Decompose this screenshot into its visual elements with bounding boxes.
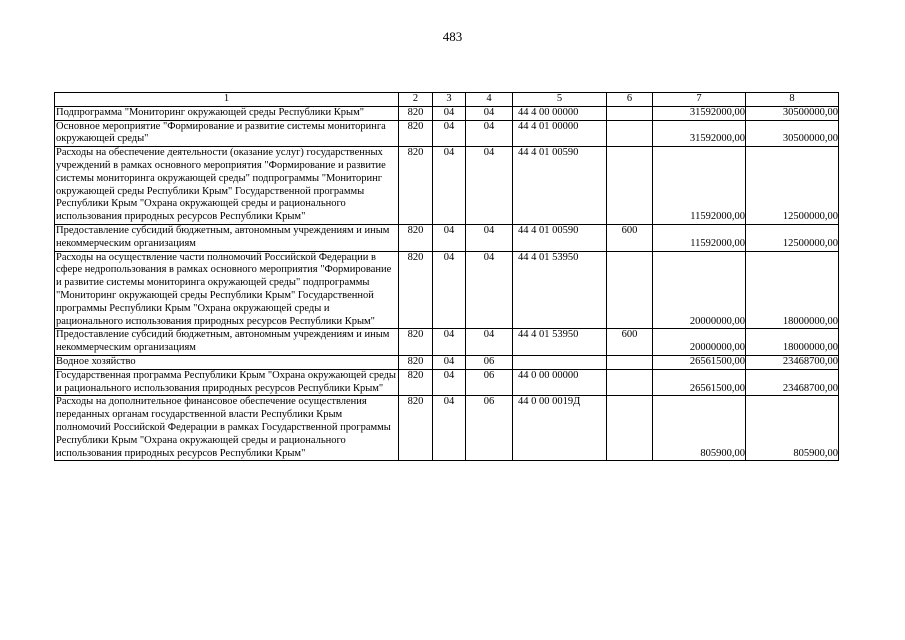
row-amount-2-cell: 23468700,00 [746, 355, 839, 369]
header-cell-5: 5 [513, 93, 607, 107]
row-subsection-cell: 06 [466, 396, 513, 461]
row-amount-2-cell: 12500000,00 [746, 147, 839, 225]
header-cell-7: 7 [653, 93, 746, 107]
row-target-code-cell: 44 4 00 00000 [513, 106, 607, 120]
row-subsection-cell: 04 [466, 224, 513, 251]
row-subsection-cell: 04 [466, 106, 513, 120]
row-subsection-cell: 06 [466, 355, 513, 369]
row-grbs-cell: 820 [399, 396, 433, 461]
budget-table [54, 92, 839, 461]
row-name-cell: Расходы на осуществление части полномочий Российской Федерации в сфере недропользования в рамках основного мероприятия "Формирование и развитие системы мониторинга окружающей среды" подпрограммы "Мониторинг окружающей среды Республики Крым" Государственной программы Республики Крым "Охрана окружающей среды и рационального использования природных ресурсов Республики Крым" [55, 251, 399, 329]
row-amount-2-cell: 30500000,00 [746, 120, 839, 147]
row-amount-1-cell: 26561500,00 [653, 355, 746, 369]
row-name-cell: Подпрограмма "Мониторинг окружающей среды Республики Крым" [55, 106, 399, 120]
row-subsection-cell: 04 [466, 147, 513, 225]
row-name-cell: Предоставление субсидий бюджетным, автономным учреждениям и иным некоммерческим организациям [55, 224, 399, 251]
table-row [55, 396, 839, 461]
row-target-code-cell: 44 4 01 53950 [513, 329, 607, 356]
row-amount-1-cell: 11592000,00 [653, 147, 746, 225]
table-row [55, 120, 839, 147]
header-cell-8: 8 [746, 93, 839, 107]
table-row [55, 251, 839, 329]
row-amount-2-cell: 30500000,00 [746, 106, 839, 120]
row-grbs-cell: 820 [399, 224, 433, 251]
table-row [55, 355, 839, 369]
table-row [55, 106, 839, 120]
row-amount-1-cell: 805900,00 [653, 396, 746, 461]
table-row [55, 329, 839, 356]
header-row [55, 93, 839, 107]
row-name-cell: Основное мероприятие "Формирование и развитие системы мониторинга окружающей среды" [55, 120, 399, 147]
row-expense-type-cell [607, 369, 653, 396]
row-amount-1-cell: 26561500,00 [653, 369, 746, 396]
header-cell-2: 2 [399, 93, 433, 107]
row-section-cell: 04 [433, 147, 466, 225]
row-subsection-cell: 04 [466, 329, 513, 356]
row-amount-2-cell: 18000000,00 [746, 329, 839, 356]
row-amount-1-cell: 31592000,00 [653, 106, 746, 120]
row-target-code-cell: 44 4 01 53950 [513, 251, 607, 329]
table-row [55, 147, 839, 225]
row-target-code-cell: 44 4 01 00000 [513, 120, 607, 147]
row-expense-type-cell [607, 396, 653, 461]
row-grbs-cell: 820 [399, 147, 433, 225]
row-section-cell: 04 [433, 106, 466, 120]
row-grbs-cell: 820 [399, 106, 433, 120]
row-expense-type-cell [607, 355, 653, 369]
header-cell-3: 3 [433, 93, 466, 107]
row-subsection-cell: 04 [466, 251, 513, 329]
row-section-cell: 04 [433, 120, 466, 147]
row-name-cell: Водное хозяйство [55, 355, 399, 369]
header-cell-6: 6 [607, 93, 653, 107]
table-row [55, 224, 839, 251]
row-target-code-cell: 44 0 00 00000 [513, 369, 607, 396]
row-amount-2-cell: 805900,00 [746, 396, 839, 461]
row-expense-type-cell: 600 [607, 224, 653, 251]
row-section-cell: 04 [433, 355, 466, 369]
row-target-code-cell: 44 4 01 00590 [513, 224, 607, 251]
row-amount-2-cell: 23468700,00 [746, 369, 839, 396]
row-grbs-cell: 820 [399, 251, 433, 329]
row-expense-type-cell [607, 120, 653, 147]
row-section-cell: 04 [433, 329, 466, 356]
row-grbs-cell: 820 [399, 355, 433, 369]
row-amount-1-cell: 31592000,00 [653, 120, 746, 147]
row-grbs-cell: 820 [399, 329, 433, 356]
row-name-cell: Государственная программа Республики Крым "Охрана окружающей среды и рационального использования природных ресурсов Республики Крым" [55, 369, 399, 396]
header-cell-4: 4 [466, 93, 513, 107]
row-expense-type-cell [607, 106, 653, 120]
row-amount-2-cell: 18000000,00 [746, 251, 839, 329]
header-cell-1: 1 [55, 93, 399, 107]
row-amount-1-cell: 11592000,00 [653, 224, 746, 251]
row-name-cell: Расходы на обеспечение деятельности (оказание услуг) государственных учреждений в рамках основного мероприятия "Формирование и развитие системы мониторинга окружающей среды" подпрограммы "Мониторинг окружающей среды Республики Крым" Государственной программы Республики Крым "Охрана окружающей среды и рационального использования природных ресурсов Республики Крым" [55, 147, 399, 225]
row-section-cell: 04 [433, 251, 466, 329]
row-grbs-cell: 820 [399, 120, 433, 147]
row-target-code-cell: 44 4 01 00590 [513, 147, 607, 225]
row-expense-type-cell [607, 147, 653, 225]
row-expense-type-cell: 600 [607, 329, 653, 356]
table-row [55, 369, 839, 396]
page-number: 483 [442, 29, 463, 44]
row-subsection-cell: 06 [466, 369, 513, 396]
row-target-code-cell [513, 355, 607, 369]
row-section-cell: 04 [433, 396, 466, 461]
row-amount-2-cell: 12500000,00 [746, 224, 839, 251]
row-name-cell: Расходы на дополнительное финансовое обеспечение осуществления переданных органам государственной власти Республики Крым полномочий Российской Федерации в рамках Государственной программы Республики Крым "Охрана окружающей среды и рационального использования природных ресурсов Республики Крым" [55, 396, 399, 461]
row-amount-1-cell: 20000000,00 [653, 251, 746, 329]
row-grbs-cell: 820 [399, 369, 433, 396]
row-target-code-cell: 44 0 00 0019Д [513, 396, 607, 461]
row-subsection-cell: 04 [466, 120, 513, 147]
row-section-cell: 04 [433, 224, 466, 251]
row-expense-type-cell [607, 251, 653, 329]
row-amount-1-cell: 20000000,00 [653, 329, 746, 356]
row-name-cell: Предоставление субсидий бюджетным, автономным учреждениям и иным некоммерческим организациям [55, 329, 399, 356]
row-section-cell: 04 [433, 369, 466, 396]
